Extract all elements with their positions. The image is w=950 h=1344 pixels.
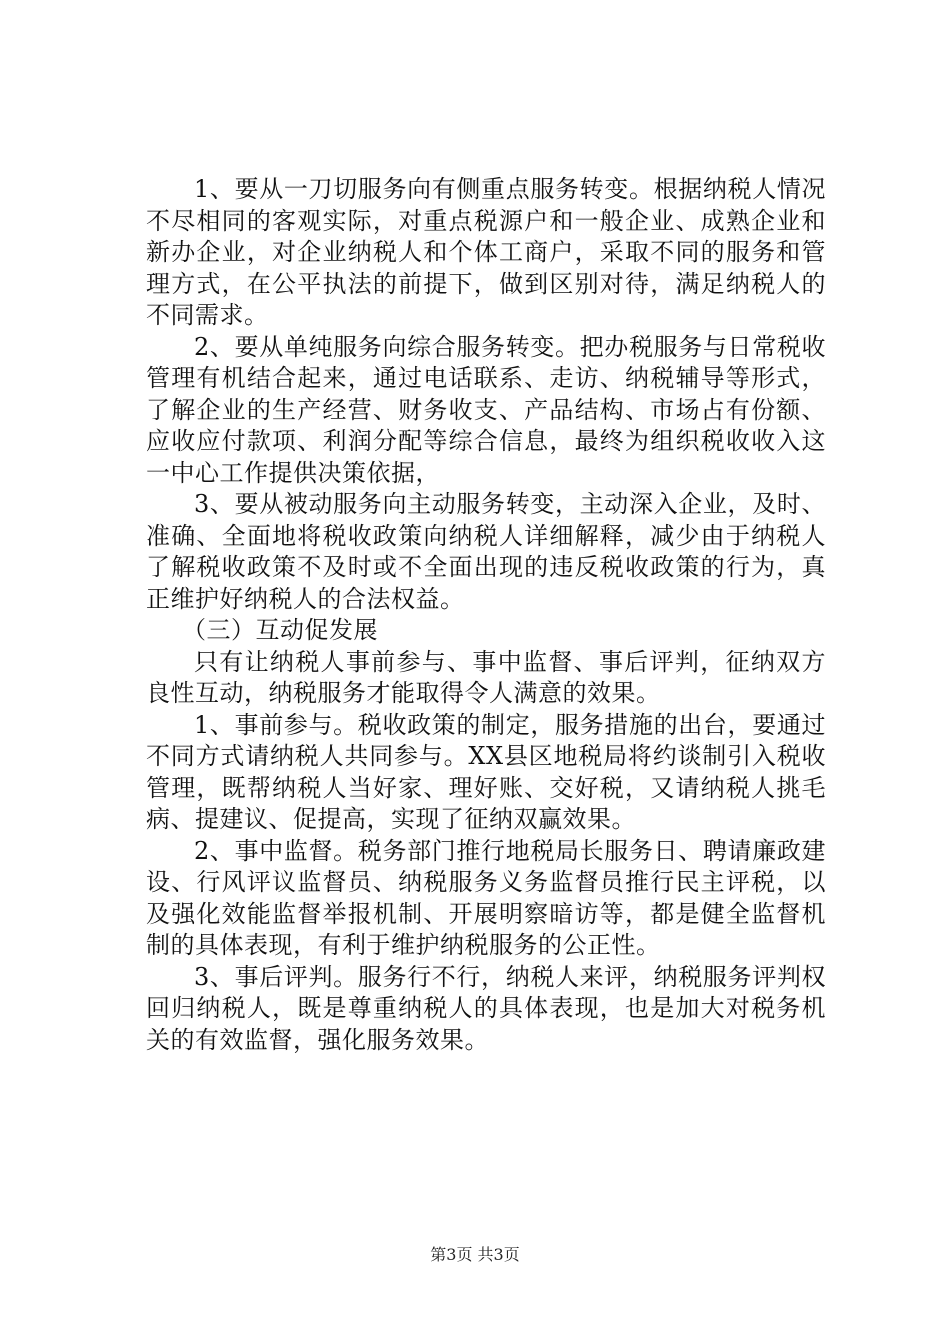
page-number-footer: 第3页 共3页 — [430, 1245, 520, 1264]
paragraph-interaction-intro: 只有让纳税人事前参与、事中监督、事后评判，征纳双方良性互动，纳税服务才能取得令人满意的效果。 — [146, 647, 826, 707]
paragraph-post-evaluation: 3、事后评判。服务行不行，纳税人来评，纳税服务评判权回归纳税人，既是尊重纳税人的具体表现，也是加大对税务机关的有效监督，强化服务效果。 — [146, 962, 826, 1054]
paragraph-prior-participation: 1、事前参与。税收政策的制定，服务措施的出台，要通过不同方式请纳税人共同参与。XX县区地税局将约谈制引入税收管理，既帮纳税人当好家、理好账、交好税，又请纳税人挑毛病、提建议、促提高，实现了征纳双赢效果。 — [146, 710, 826, 833]
paragraph-proactive-service: 3、要从被动服务向主动服务转变，主动深入企业，及时、准确、全面地将税收政策向纳税人详细解释，减少由于纳税人了解税收政策不及时或不全面出现的违反税收政策的行为，真正维护好纳税人的合法权益。 — [146, 490, 826, 613]
document-body — [146, 174, 826, 1056]
paragraph-comprehensive-service: 2、要从单纯服务向综合服务转变。把办税服务与日常税收管理有机结合起来，通过电话联系、走访、纳税辅导等形式，了解企业的生产经营、财务收支、产品结构、市场占有份额、应收应付款项、利润分配等综合信息，最终为组织税收收入这一中心工作提供决策依据， — [146, 332, 826, 487]
paragraph-ongoing-supervision: 2、事中监督。税务部门推行地税局长服务日、聘请廉政建设、行风评议监督员、纳税服务义务监督员推行民主评税，以及强化效能监督举报机制、开展明察暗访等，都是健全监督机制的具体表现，有利于维护纳税服务的公正性。 — [146, 836, 826, 959]
paragraph-service-focus: 1、要从一刀切服务向有侧重点服务转变。根据纳税人情况不尽相同的客观实际，对重点税源户和一般企业、成熟企业和新办企业，对企业纳税人和个体工商户，采取不同的服务和管理方式，在公平执法的前提下，做到区别对待，满足纳税人的不同需求。 — [146, 175, 826, 329]
section-heading: （三）互动促发展 — [182, 616, 378, 644]
